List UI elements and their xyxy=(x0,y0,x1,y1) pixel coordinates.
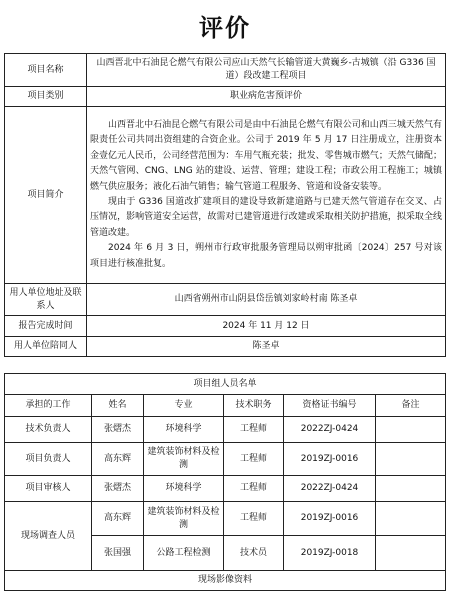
intro-value xyxy=(87,107,446,284)
cell-role: 技术负责人 xyxy=(5,417,92,443)
col-header-role: 承担的工作 xyxy=(5,395,92,417)
intro-paragraph-1: 山西晋北中石油昆仑燃气有限公司是由中石油昆仑燃气有限公司和山西三城天然气有限责任公司共同出资组建的合资企业。公司于 2019 年 5 月 17 日注册成立，注册资本金壹亿元人民币，公司经营范围为：车用气瓶充装；批发、零售城市燃气；天然气储配；天然气管网、CNG、LNG 站的建设、运营、管理；建设工程；市政公用工程施工；城镇燃气供应服务；液化石油气销售；输气管道工程服务、管道和设备安装等。 xyxy=(90,119,442,192)
table-row xyxy=(5,476,446,502)
cell-major: 公路工程检测 xyxy=(144,536,224,571)
row-project-name xyxy=(5,54,446,87)
page-title: 评价 xyxy=(199,13,251,42)
col-header-cert: 资格证书编号 xyxy=(284,395,376,417)
employer-address-label: 用人单位地址及联系人 xyxy=(5,284,87,316)
cell-cert: 2022ZJ-0424 xyxy=(284,476,376,502)
cell-major: 建筑装饰材料及检测 xyxy=(144,443,224,476)
cell-major: 环境科学 xyxy=(144,476,224,502)
members-section-row xyxy=(5,374,446,395)
intro-paragraph-3: 2024 年 6 月 3 日，朔州市行政审批服务管理局以朔审批函〔2024〕257 号对该项目进行核准批复。 xyxy=(90,243,442,269)
col-header-major: 专业 xyxy=(144,395,224,417)
row-companion xyxy=(5,337,446,357)
cell-note xyxy=(376,476,446,502)
report-date-label: 报告完成时间 xyxy=(5,316,87,337)
intro-paragraph-2: 现由于 G336 国道改扩建项目的建设导致新建道路与已建天然气管道存在交叉、占压情况，影响管道安全运营，故需对已建管道进行改建或采取相关防护措施，拟采取全线管道改建。 xyxy=(90,197,442,238)
project-info-table xyxy=(4,53,446,357)
cell-note xyxy=(376,417,446,443)
row-report-date xyxy=(5,316,446,337)
members-section-title: 项目组人员名单 xyxy=(5,374,446,395)
table-row xyxy=(5,417,446,443)
table-row xyxy=(5,502,446,536)
row-intro xyxy=(5,107,446,284)
col-header-name: 姓名 xyxy=(92,395,144,417)
cell-name: 张熠杰 xyxy=(92,476,144,502)
cell-name: 张熠杰 xyxy=(92,417,144,443)
cell-cert: 2022ZJ-0424 xyxy=(284,417,376,443)
cell-name: 高东辉 xyxy=(92,502,144,536)
project-name-label: 项目名称 xyxy=(5,54,87,87)
cell-role: 项目负责人 xyxy=(5,443,92,476)
cell-name: 高东辉 xyxy=(92,443,144,476)
cell-title: 工程师 xyxy=(224,476,284,502)
cell-role: 项目审核人 xyxy=(5,476,92,502)
cell-title: 工程师 xyxy=(224,502,284,536)
cell-major: 建筑装饰材料及检测 xyxy=(144,502,224,536)
report-date-value: 2024 年 11 月 12 日 xyxy=(87,316,446,337)
members-table xyxy=(4,373,446,591)
col-header-note: 备注 xyxy=(376,395,446,417)
cell-cert: 2019ZJ-0016 xyxy=(284,502,376,536)
project-name-value: 山西晋北中石油昆仑燃气有限公司应山天然气长输管道大黄巍乡-古城镇（沿 G336 国道）段改建工程项目 xyxy=(87,54,446,87)
companion-value: 陈圣卓 xyxy=(87,337,446,357)
cell-major: 环境科学 xyxy=(144,417,224,443)
row-category xyxy=(5,87,446,107)
cell-cert: 2019ZJ-0016 xyxy=(284,443,376,476)
cell-cert: 2019ZJ-0018 xyxy=(284,536,376,571)
col-header-title: 技术职务 xyxy=(224,395,284,417)
cell-note xyxy=(376,536,446,571)
photos-section-title: 现场影像资料 xyxy=(5,571,446,591)
cell-title: 技术员 xyxy=(224,536,284,571)
category-value: 职业病危害预评价 xyxy=(87,87,446,107)
employer-address-value: 山西省朔州市山阴县岱岳镇刘家岭村南 陈圣卓 xyxy=(87,284,446,316)
cell-name: 张国强 xyxy=(92,536,144,571)
cell-note xyxy=(376,443,446,476)
members-header-row xyxy=(5,395,446,417)
cell-note xyxy=(376,502,446,536)
category-label: 项目类别 xyxy=(5,87,87,107)
table-row xyxy=(5,443,446,476)
companion-label: 用人单位陪同人 xyxy=(5,337,87,357)
cell-title: 工程师 xyxy=(224,417,284,443)
intro-label: 项目简介 xyxy=(5,107,87,284)
cell-title: 工程师 xyxy=(224,443,284,476)
photos-section-row xyxy=(5,571,446,591)
cell-role: 现场调查人员 xyxy=(5,502,92,571)
row-employer-address xyxy=(5,284,446,316)
